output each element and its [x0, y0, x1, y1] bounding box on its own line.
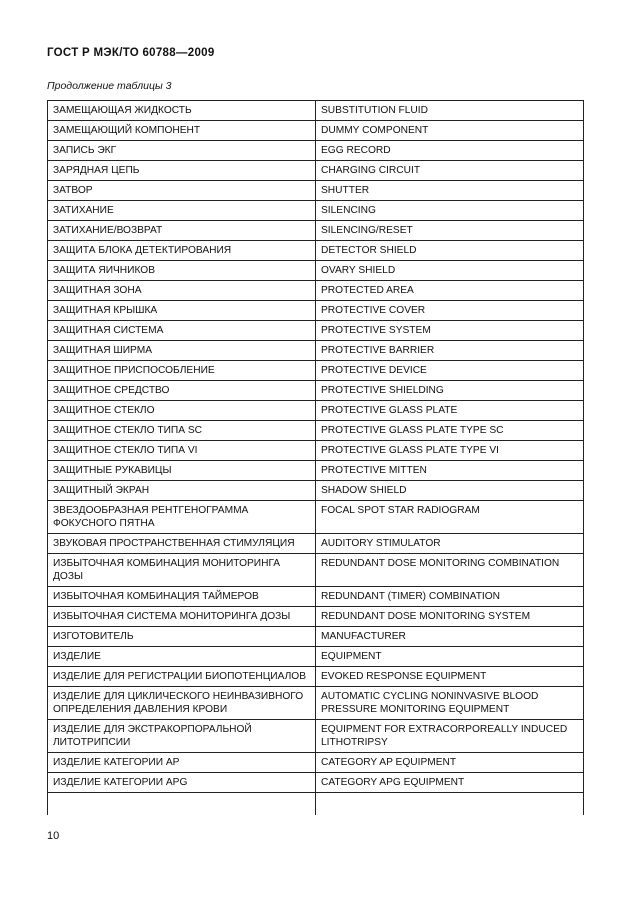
term-english-cell: AUDITORY STIMULATOR	[316, 534, 584, 554]
term-english-cell: MANUFACTURER	[316, 627, 584, 647]
term-english-cell: DETECTOR SHIELD	[316, 241, 584, 261]
table-caption: Продолжение таблицы 3	[47, 80, 172, 92]
term-english-cell: CHARGING CIRCUIT	[316, 161, 584, 181]
term-english-cell: CATEGORY AP EQUIPMENT	[316, 753, 584, 773]
table-row	[48, 501, 584, 534]
term-english-cell: PROTECTIVE BARRIER	[316, 341, 584, 361]
table-row	[48, 201, 584, 221]
table-row	[48, 687, 584, 720]
table-row	[48, 181, 584, 201]
term-english-cell: REDUNDANT DOSE MONITORING SYSTEM	[316, 607, 584, 627]
table-row	[48, 401, 584, 421]
term-russian-cell: ИЗБЫТОЧНАЯ СИСТЕМА МОНИТОРИНГА ДОЗЫ	[48, 607, 316, 627]
table-row	[48, 221, 584, 241]
term-russian-cell: ЗАТИХАНИЕ/ВОЗВРАТ	[48, 221, 316, 241]
term-russian-cell: ЗВЕЗДООБРАЗНАЯ РЕНТГЕНОГРАММА ФОКУСНОГО ПЯТНА	[48, 501, 316, 534]
empty-cell	[316, 793, 584, 816]
table-continuation-row	[48, 793, 584, 816]
table-row	[48, 753, 584, 773]
term-russian-cell: ИЗДЕЛИЕ КАТЕГОРИИ APG	[48, 773, 316, 793]
term-russian-cell: ИЗДЕЛИЕ КАТЕГОРИИ АР	[48, 753, 316, 773]
term-russian-cell: ЗАМЕЩАЮЩАЯ ЖИДКОСТЬ	[48, 101, 316, 121]
table-row	[48, 554, 584, 587]
term-russian-cell: ЗАЩИТА БЛОКА ДЕТЕКТИРОВАНИЯ	[48, 241, 316, 261]
term-russian-cell: ЗАРЯДНАЯ ЦЕПЬ	[48, 161, 316, 181]
table-row	[48, 101, 584, 121]
term-english-cell: FOCAL SPOT STAR RADIOGRAM	[316, 501, 584, 534]
table-row	[48, 534, 584, 554]
term-english-cell: PROTECTIVE GLASS PLATE	[316, 401, 584, 421]
term-english-cell: EVOKED RESPONSE EQUIPMENT	[316, 667, 584, 687]
term-russian-cell: ЗАЩИТА ЯИЧНИКОВ	[48, 261, 316, 281]
empty-cell	[48, 793, 316, 816]
term-english-cell: PROTECTIVE GLASS PLATE TYPE SC	[316, 421, 584, 441]
term-english-cell: PROTECTIVE SHIELDING	[316, 381, 584, 401]
term-english-cell: PROTECTIVE MITTEN	[316, 461, 584, 481]
term-english-cell: AUTOMATIC CYCLING NONINVASIVE BLOOD PRESSURE MONITORING EQUIPMENT	[316, 687, 584, 720]
table-row	[48, 341, 584, 361]
term-english-cell: SHADOW SHIELD	[316, 481, 584, 501]
table-row	[48, 441, 584, 461]
table-row	[48, 773, 584, 793]
term-english-cell: DUMMY COMPONENT	[316, 121, 584, 141]
term-russian-cell: ИЗБЫТОЧНАЯ КОМБИНАЦИЯ МОНИТОРИНГА ДОЗЫ	[48, 554, 316, 587]
term-russian-cell: ЗАЩИТНАЯ ШИРМА	[48, 341, 316, 361]
table-row	[48, 720, 584, 753]
table-row	[48, 141, 584, 161]
term-english-cell: EQUIPMENT	[316, 647, 584, 667]
table-row	[48, 667, 584, 687]
term-russian-cell: ЗАЩИТНЫЕ РУКАВИЦЫ	[48, 461, 316, 481]
table-row	[48, 121, 584, 141]
term-english-cell: PROTECTIVE DEVICE	[316, 361, 584, 381]
term-english-cell: SHUTTER	[316, 181, 584, 201]
term-english-cell: PROTECTIVE GLASS PLATE TYPE VI	[316, 441, 584, 461]
term-english-cell: EQUIPMENT FOR EXTRACORPOREALLY INDUCED LITHOTRIPSY	[316, 720, 584, 753]
table-row	[48, 461, 584, 481]
term-russian-cell: ЗАЩИТНАЯ ЗОНА	[48, 281, 316, 301]
term-english-cell: SUBSTITUTION FLUID	[316, 101, 584, 121]
table-row	[48, 281, 584, 301]
table-row	[48, 161, 584, 181]
term-russian-cell: ЗАЩИТНОЕ СРЕДСТВО	[48, 381, 316, 401]
term-russian-cell: ЗАЩИТНОЕ СТЕКЛО	[48, 401, 316, 421]
table-row	[48, 607, 584, 627]
term-english-cell: EGG RECORD	[316, 141, 584, 161]
term-english-cell: PROTECTIVE COVER	[316, 301, 584, 321]
table-row	[48, 261, 584, 281]
term-russian-cell: ЗВУКОВАЯ ПРОСТРАНСТВЕННАЯ СТИМУЛЯЦИЯ	[48, 534, 316, 554]
term-english-cell: PROTECTIVE SYSTEM	[316, 321, 584, 341]
table-row	[48, 481, 584, 501]
term-russian-cell: ЗАЩИТНАЯ СИСТЕМА	[48, 321, 316, 341]
term-english-cell: CATEGORY APG EQUIPMENT	[316, 773, 584, 793]
table-row	[48, 627, 584, 647]
table-row	[48, 241, 584, 261]
term-english-cell: SILENCING	[316, 201, 584, 221]
table-row	[48, 361, 584, 381]
term-russian-cell: ЗАЩИТНОЕ ПРИСПОСОБЛЕНИЕ	[48, 361, 316, 381]
term-russian-cell: ЗАТИХАНИЕ	[48, 201, 316, 221]
table-row	[48, 587, 584, 607]
table-row	[48, 381, 584, 401]
term-russian-cell: ЗАЩИТНАЯ КРЫШКА	[48, 301, 316, 321]
term-russian-cell: ИЗДЕЛИЕ ДЛЯ ЦИКЛИЧЕСКОГО НЕИНВАЗИВНОГО ОПРЕДЕЛЕНИЯ ДАВЛЕНИЯ КРОВИ	[48, 687, 316, 720]
table-row	[48, 321, 584, 341]
term-russian-cell: ЗАМЕЩАЮЩИЙ КОМПОНЕНТ	[48, 121, 316, 141]
table-row	[48, 647, 584, 667]
term-english-cell: PROTECTED AREA	[316, 281, 584, 301]
term-english-cell: REDUNDANT DOSE MONITORING COMBINATION	[316, 554, 584, 587]
term-russian-cell: ЗАПИСЬ ЭКГ	[48, 141, 316, 161]
term-russian-cell: ИЗДЕЛИЕ ДЛЯ ЭКСТРАКОРПОРАЛЬНОЙ ЛИТОТРИПСИИ	[48, 720, 316, 753]
page-number: 10	[47, 830, 60, 842]
terms-table	[47, 100, 584, 815]
terms-table-body	[48, 101, 584, 816]
term-russian-cell: ЗАЩИТНОЕ СТЕКЛО ТИПА VI	[48, 441, 316, 461]
term-english-cell: SILENCING/RESET	[316, 221, 584, 241]
term-russian-cell: ЗАЩИТНЫЙ ЭКРАН	[48, 481, 316, 501]
term-russian-cell: ЗАЩИТНОЕ СТЕКЛО ТИПА SC	[48, 421, 316, 441]
term-russian-cell: ИЗБЫТОЧНАЯ КОМБИНАЦИЯ ТАЙМЕРОВ	[48, 587, 316, 607]
term-russian-cell: ИЗДЕЛИЕ ДЛЯ РЕГИСТРАЦИИ БИОПОТЕНЦИАЛОВ	[48, 667, 316, 687]
term-english-cell: OVARY SHIELD	[316, 261, 584, 281]
table-row	[48, 421, 584, 441]
term-russian-cell: ЗАТВОР	[48, 181, 316, 201]
document-header: ГОСТ Р МЭК/ТО 60788—2009	[47, 47, 215, 59]
table-row	[48, 301, 584, 321]
term-russian-cell: ИЗДЕЛИЕ	[48, 647, 316, 667]
term-english-cell: REDUNDANT (TIMER) COMBINATION	[316, 587, 584, 607]
term-russian-cell: ИЗГОТОВИТЕЛЬ	[48, 627, 316, 647]
